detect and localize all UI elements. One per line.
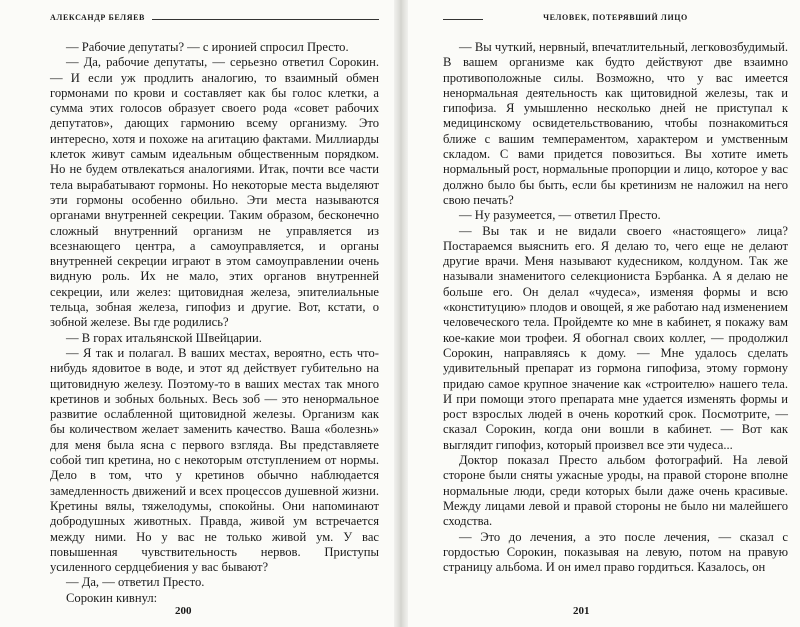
- right-page-text: [443, 40, 788, 575]
- paragraph: — Вы чуткий, нервный, впечатлительный, легковозбудимый. В вашем организме как будто действуют две взаимно противоположные силы. Возможно, что у вас имеется ненормальная деятельность как щитовидной железы, так и гипофиза. Я умышленно несколько дней не приступал к медицинскому освидетельствованию, чтобы познакомиться ближе с вашим темпераментом, характером и умственным складом. С вами придется повозиться. Вы хотите иметь нормальный рост, нормальные пропорции и лицо, которое у вас должно было бы быть, если бы кретинизм не наложил на него свою печать?: [443, 40, 788, 207]
- paragraph: — В горах итальянской Швейцарии.: [66, 330, 262, 345]
- running-head-left: АЛЕКСАНДР БЕЛЯЕВ: [50, 13, 379, 26]
- paragraph: — Это до лечения, а это после лечения, — сказал с гордостью Сорокин, показывая на левую, потом на правую страницу альбома. И он имел право гордиться. Казалось, он: [443, 529, 788, 575]
- page-number-left: 200: [175, 605, 192, 617]
- paragraph: Сорокин кивнул:: [66, 590, 158, 605]
- left-page-text: [50, 40, 379, 606]
- paragraph: — Рабочие депутаты? — с иронией спросил Престо.: [66, 40, 349, 54]
- paragraph: — Вы так и не видали своего «настоящего» лица? Постараемся выяснить его. Я делаю то, чего еще не делают другие врачи. Меня называют кудесником, колдуном. Так же называли знаменитого селекциониста Бэрбанка. А я делаю не больше его. Он делал «чудеса», изменяя формы и всю «конституцию» плодов и овощей, я же работаю над изменением человеческого тела. Пройдемте ко мне в кабинет, я покажу вам кое-какие мои трофеи. Я обогнал своих коллег, — продолжил Сорокин, направляясь к дому. — Мне удалось сделать удивительный препарат из гормона гипофиза, этому гормону придаю самое крупное значение как «строителю» нашего тела. И при помощи этого препарата мне удается изменять формы и рост взрослых людей в очень короткий срок. Посмотрите, — сказал Сорокин, когда они вошли в кабинет. — Вот как выглядит гипофиз, который произвел все эти чудеса...: [443, 223, 788, 452]
- paragraph: — Да, — ответил Престо.: [66, 575, 205, 590]
- right-page: [405, 0, 800, 627]
- paragraph: — Я так и полагал. В ваших местах, вероятно, есть что-нибудь ядовитое в воде, и этот яд действует губительно на щитовидную железу. Поэтому-то в ваших местах так много кретинов и зобных больных. Весь зоб — это ненормальное развитие ослабленной щитовидной железы. Организм как бы количеством желает заменить качество. Ваша «болезнь» для меня была ясна с первого взгляда. Вы представляете собой тип кретина, но с некоторым отступлением от нормы. Дело в том, что у кретинов обычно наблюдается замедленность движений и всех процессов душевной жизни. Кретины вялы, тяжелодумы, спокойны. Они напоминают добродушных животных. Правда, живой ум встречается между ними. Но у вас не только живой ум. У вас повышенная чувствительность нервов. Приступы усиленного сердцебиения у вас бывают?: [50, 345, 379, 575]
- left-page: [0, 0, 397, 627]
- paragraph: Доктор показал Престо альбом фотографий. На левой стороне были сняты ужасные уроды, на правой стороне вполне нормальные люди, среди которых были даже очень красивые. Между лицами левой и правой стороны не было ни малейшего сходства.: [443, 453, 788, 529]
- running-head-right: ЧЕЛОВЕК, ПОТЕРЯВШИЙ ЛИЦО: [443, 13, 788, 26]
- page-number-right: 201: [573, 605, 590, 617]
- paragraph: — Ну разумеется, — ответил Престо.: [459, 208, 661, 223]
- paragraph: — Да, рабочие депутаты, — серьезно ответил Сорокин. — И если уж продлить аналогию, то взаимный обмен гормонами по крови и составляет как бы голос клетки, а сумма этих голосов образует своего рода «совет рабочих депутатов», дающих гармонию всему организму. Это интересно, хотя и похоже на агитацию фактами. Миллиарды клеток живут самым идеальным общественным порядком. Но не будем отвлекаться аналогиями. Итак, почти все части тела вырабатывают гормоны. Но некоторые места выделяют эти гормоны особенно обильно. Эти места называются органами внутренней секреции. Таким образом, бесконечно сложный внутренний организм не управляется из всезнающего центра, а самоуправляется, и органы внутренней секреции играют в этом самоуправлении очень видную роль. Их не мало, этих органов внутренней секреции, или желез: щитовидная железа, эпителиальные тельца, зобная железа, гипофиз и другие. Вот, кстати, о зобной железе. Вы где родились?: [50, 55, 379, 330]
